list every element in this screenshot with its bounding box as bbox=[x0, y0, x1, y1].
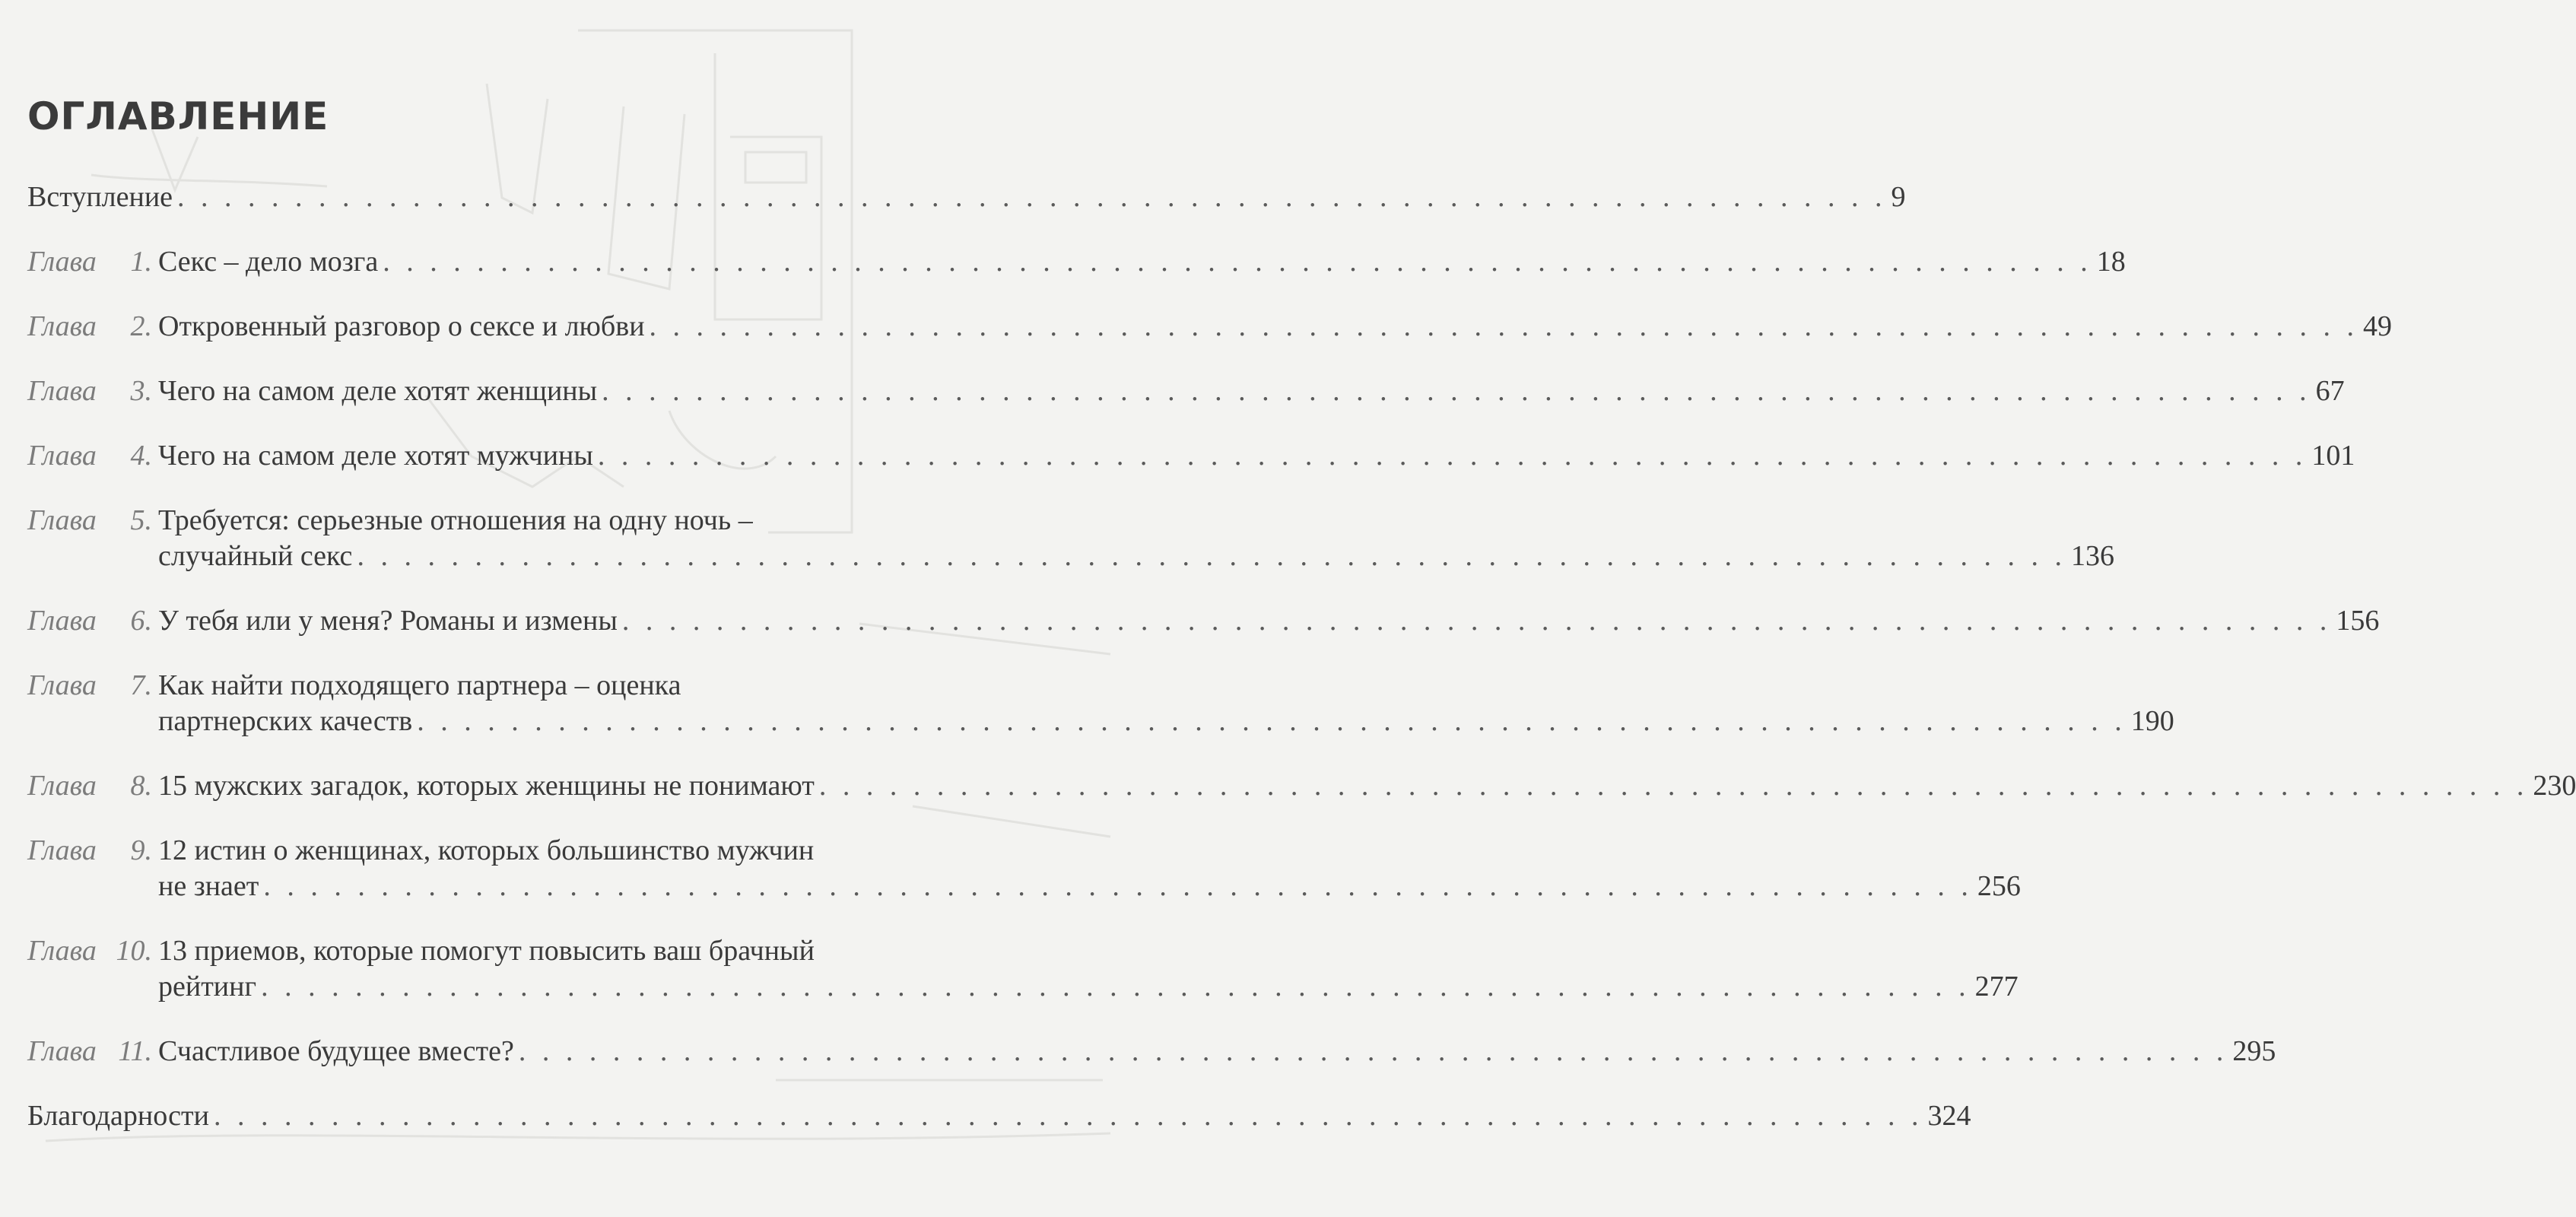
chapter-label bbox=[27, 373, 158, 409]
entry-body bbox=[158, 503, 2114, 574]
chapter-word: Глава bbox=[27, 504, 97, 536]
toc-entry-chapter-1[interactable] bbox=[27, 244, 2126, 280]
page-number: 67 bbox=[2315, 375, 2345, 407]
chapter-number: 9. bbox=[130, 834, 152, 866]
entry-line bbox=[158, 373, 2345, 409]
entry-line bbox=[158, 244, 2126, 280]
entry-line bbox=[158, 438, 2355, 474]
entry-line bbox=[158, 603, 2380, 639]
chapter-label bbox=[27, 244, 158, 280]
toc-entry-chapter-6[interactable] bbox=[27, 603, 2380, 639]
entry-line bbox=[27, 1098, 1971, 1134]
page-number: 190 bbox=[2130, 705, 2174, 737]
toc-entry-chapter-3[interactable] bbox=[27, 373, 2345, 409]
entry-line bbox=[158, 768, 2576, 804]
chapter-word: Глава bbox=[27, 605, 97, 637]
page-number: 277 bbox=[1974, 971, 2019, 1003]
chapter-label bbox=[27, 438, 158, 474]
entry-title: Благодарности bbox=[27, 1100, 209, 1132]
chapter-label bbox=[27, 503, 158, 539]
entry-body bbox=[158, 768, 2576, 804]
entry-title: Секс – дело мозга bbox=[158, 246, 379, 278]
chapter-number: 3. bbox=[130, 375, 152, 407]
toc-entry-chapter-9[interactable] bbox=[27, 833, 2021, 904]
chapter-label bbox=[27, 833, 158, 869]
chapter-label bbox=[27, 768, 158, 804]
dot-leader: . . . . . . . . . . . . . . . . . . . . . . . . . . . . . . . . . . . . . . . . . . . . . . . . . . . . . . . . . . . . . . . . . . . . . . . . . bbox=[818, 770, 2529, 802]
toc-entry-chapter-10[interactable] bbox=[27, 933, 2019, 1005]
chapter-number: 7. bbox=[130, 669, 152, 701]
dot-leader: . . . . . . . . . . . . . . . . . . . . . . . . . . . . . . . . . . . . . . . . . . . . . . . . . . . . . . . . . . . . . . . . . . . . . . . . . bbox=[357, 540, 2066, 572]
chapter-word: Глава bbox=[27, 246, 97, 278]
entry-line bbox=[158, 704, 2174, 739]
chapter-number: 10. bbox=[116, 935, 152, 967]
dot-leader: . . . . . . . . . . . . . . . . . . . . . . . . . . . . . . . . . . . . . . . . . . . . . . . . . . . . . . . . . . . . . . . . . . . . . . . . . bbox=[263, 870, 1973, 902]
dot-leader: . . . . . . . . . . . . . . . . . . . . . . . . . . . . . . . . . . . . . . . . . . . . . . . . . . . . . . . . . . . . . . . . . . . . . . . . . bbox=[383, 246, 2092, 278]
chapter-label bbox=[27, 309, 158, 345]
entry-line bbox=[158, 869, 2021, 904]
entry-body bbox=[27, 180, 1906, 215]
entry-line bbox=[27, 180, 1906, 215]
toc-entry-acknowledgements[interactable] bbox=[27, 1098, 1971, 1134]
chapter-number: 2. bbox=[130, 310, 152, 342]
entry-title: У тебя или у меня? Романы и измены bbox=[158, 605, 618, 637]
entry-line bbox=[158, 1034, 2276, 1069]
chapter-number: 5. bbox=[130, 504, 152, 536]
page-number: 101 bbox=[2311, 440, 2355, 472]
page-number: 324 bbox=[1927, 1100, 1971, 1132]
chapter-label bbox=[27, 933, 158, 969]
toc-entry-chapter-4[interactable] bbox=[27, 438, 2355, 474]
toc-entry-introduction[interactable] bbox=[27, 180, 1906, 215]
entry-title-first-line: 12 истин о женщинах, которых большинство мужчин bbox=[158, 834, 815, 866]
entry-body bbox=[158, 933, 2019, 1005]
page-number: 49 bbox=[2363, 310, 2393, 342]
dot-leader: . . . . . . . . . . . . . . . . . . . . . . . . . . . . . . . . . . . . . . . . . . . . . . . . . . . . . . . . . . . . . . . . . . . . . . . . . bbox=[602, 375, 2311, 407]
chapter-label bbox=[27, 603, 158, 639]
chapter-number: 4. bbox=[130, 440, 152, 472]
page-number: 136 bbox=[2070, 540, 2114, 572]
page-number: 256 bbox=[1977, 870, 2021, 902]
entry-title: Счастливое будущее вместе? bbox=[158, 1035, 514, 1067]
dot-leader: . . . . . . . . . . . . . . . . . . . . . . . . . . . . . . . . . . . . . . . . . . . . . . . . . . . . . . . . . . . . . . . . . . . . . . . . . bbox=[597, 440, 2308, 472]
entry-body bbox=[158, 833, 2021, 904]
entry-body bbox=[158, 603, 2380, 639]
entry-title: 15 мужских загадок, которых женщины не понимают bbox=[158, 770, 815, 802]
page-number: 295 bbox=[2232, 1035, 2276, 1067]
chapter-word: Глава bbox=[27, 310, 97, 342]
page-number: 156 bbox=[2336, 605, 2380, 637]
chapter-number: 8. bbox=[130, 770, 152, 802]
entry-title: рейтинг bbox=[158, 971, 257, 1003]
chapter-word: Глава bbox=[27, 375, 97, 407]
chapter-number: 6. bbox=[130, 605, 152, 637]
chapter-word: Глава bbox=[27, 669, 97, 701]
toc-entry-chapter-8[interactable] bbox=[27, 768, 2576, 804]
chapter-word: Глава bbox=[27, 440, 97, 472]
toc-entry-chapter-5[interactable] bbox=[27, 503, 2114, 574]
entry-body bbox=[158, 438, 2355, 474]
toc-entry-chapter-7[interactable] bbox=[27, 668, 2174, 739]
entry-title: случайный секс bbox=[158, 540, 353, 572]
chapter-word: Глава bbox=[27, 834, 97, 866]
page-number: 9 bbox=[1891, 181, 1906, 213]
dot-leader: . . . . . . . . . . . . . . . . . . . . . . . . . . . . . . . . . . . . . . . . . . . . . . . . . . . . . . . . . . . . . . . . . . . . . . . . . bbox=[649, 310, 2359, 342]
entry-body bbox=[158, 244, 2126, 280]
chapter-word: Глава bbox=[27, 935, 97, 967]
page-number: 18 bbox=[2096, 246, 2126, 278]
entry-line bbox=[158, 969, 2019, 1005]
toc-entry-chapter-2[interactable] bbox=[27, 309, 2393, 345]
dot-leader: . . . . . . . . . . . . . . . . . . . . . . . . . . . . . . . . . . . . . . . . . . . . . . . . . . . . . . . . . . . . . . . . . . . . . . . . . bbox=[177, 181, 1887, 213]
entry-title-first-line: Как найти подходящего партнера – оценка bbox=[158, 669, 681, 701]
dot-leader: . . . . . . . . . . . . . . . . . . . . . . . . . . . . . . . . . . . . . . . . . . . . . . . . . . . . . . . . . . . . . . . . . . . . . . . . . bbox=[261, 971, 1971, 1003]
toc-entry-chapter-11[interactable] bbox=[27, 1034, 2276, 1069]
entry-body bbox=[158, 309, 2393, 345]
entry-title-first-line: Требуется: серьезные отношения на одну ночь – bbox=[158, 504, 753, 536]
entry-title-first-line: 13 приемов, которые помогут повысить ваш брачный bbox=[158, 935, 815, 967]
entry-body bbox=[158, 668, 2174, 739]
chapter-word: Глава bbox=[27, 1035, 97, 1067]
entry-title: Чего на самом деле хотят мужчины bbox=[158, 440, 593, 472]
entry-title: Чего на самом деле хотят женщины bbox=[158, 375, 598, 407]
entry-line bbox=[158, 309, 2393, 345]
dot-leader: . . . . . . . . . . . . . . . . . . . . . . . . . . . . . . . . . . . . . . . . . . . . . . . . . . . . . . . . . . . . . . . . . . . . . . . . . bbox=[213, 1100, 1923, 1132]
chapter-number: 11. bbox=[118, 1035, 152, 1067]
entry-body bbox=[158, 373, 2345, 409]
entry-line bbox=[158, 539, 2114, 574]
entry-title: Откровенный разговор о сексе и любви bbox=[158, 310, 645, 342]
entry-body bbox=[158, 1034, 2276, 1069]
dot-leader: . . . . . . . . . . . . . . . . . . . . . . . . . . . . . . . . . . . . . . . . . . . . . . . . . . . . . . . . . . . . . . . . . . . . . . . . . bbox=[621, 605, 2332, 637]
entry-title: не знает bbox=[158, 870, 259, 902]
table-of-contents bbox=[27, 180, 2576, 1134]
chapter-word: Глава bbox=[27, 770, 97, 802]
chapter-number: 1. bbox=[130, 246, 152, 278]
chapter-label bbox=[27, 1034, 158, 1069]
dot-leader: . . . . . . . . . . . . . . . . . . . . . . . . . . . . . . . . . . . . . . . . . . . . . . . . . . . . . . . . . . . . . . . . . . . . . . . . . bbox=[518, 1035, 2228, 1067]
dot-leader: . . . . . . . . . . . . . . . . . . . . . . . . . . . . . . . . . . . . . . . . . . . . . . . . . . . . . . . . . . . . . . . . . . . . . . . . . bbox=[417, 705, 2127, 737]
page-title: ОГЛАВЛЕНИЕ bbox=[27, 94, 329, 138]
entry-body bbox=[27, 1098, 1971, 1134]
entry-title: Вступление bbox=[27, 181, 173, 213]
page-number: 230 bbox=[2533, 770, 2576, 802]
chapter-label bbox=[27, 668, 158, 704]
entry-title: партнерских качеств bbox=[158, 705, 413, 737]
